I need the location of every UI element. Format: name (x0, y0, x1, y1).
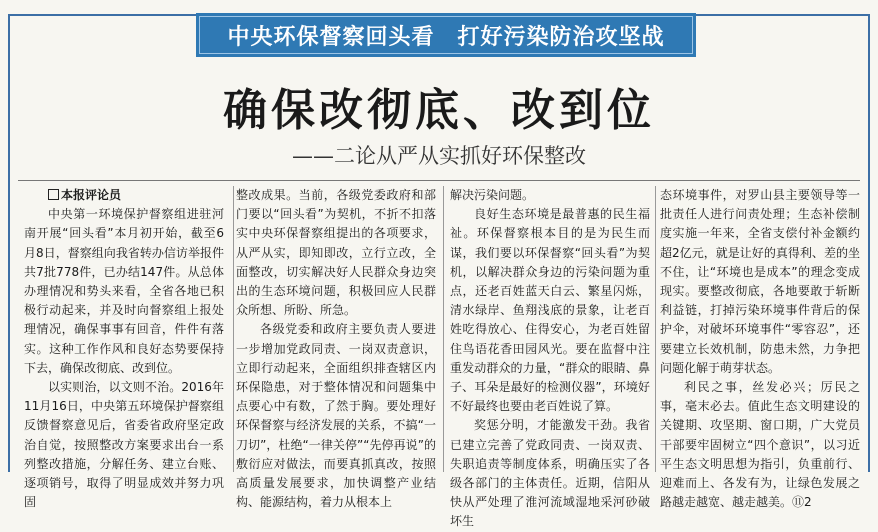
article-column-3 (450, 186, 650, 529)
article-column-1 (24, 186, 224, 510)
paragraph: 态环境事件，对罗山县主要领导等一批责任人进行问责处理；生态补偿制度实施一年来，全省支偿付补金额约超2亿元，就是让好的真得利、差的坐不住，让“环境也是成本”的理念变成现实。要整改彻底，各地要敢于斩断利益链，打掉污染环境事件背后的保护伞，对破坏环境事件“零容忍”，还要建立长效机制，防患未然，力争把问题化解于萌芽状态。 (660, 188, 860, 375)
paragraph: 中央第一环境保护督察组进驻河南开展“回头看”本月初开始，截至6月8日，督察组向我省转办信访举报件共7批778件，已办结147件。从总体办理情况和势头来看，全省各地已积极行动起来，并及时向督察组上报处理情况，确保事事有回音，件件有落实。这种工作作风和良好态势要保持下去，确保改彻底、改到位。 (24, 207, 224, 375)
header-divider (18, 180, 860, 181)
section-banner (196, 13, 696, 57)
column-divider (233, 186, 234, 472)
byline (24, 186, 224, 205)
byline-text: 本报评论员 (61, 188, 122, 202)
paragraph: 利民之事，丝发必兴；厉民之事，毫末必去。值此生态文明建设的关键期、攻坚期、窗口期，广大党员干部要牢固树立“四个意识”，以习近平生态文明思想为指引，负重前行、迎难而上、各发有为，让绿色发展之路越走越宽、越走越美。⑪2 (660, 380, 860, 510)
column-divider (443, 186, 444, 472)
paragraph: 各级党委和政府主要负责人要进一步增加党政同责、一岗双责意识，立即行动起来，全面组织排查辖区内环保隐患，对于整体情况和问题集中点要心中有数，了然于胸。要处理好环保督察与经济发展的关系，不搞“一刀切”，杜绝“一律关停”“先停再说”的敷衍应对做法，而要真抓真改，按照高质量发展要求，加快调整产业结构、能源结构，着力从根本上 (236, 322, 436, 510)
paragraph: 解决污染问题。 (450, 188, 535, 202)
article-headline: 确保改彻底、改到位 (223, 85, 655, 136)
article-subheadline: ——二论从严从实抓好环保整改 (292, 144, 586, 168)
banner-title: 中央环保督察回头看 打好污染防治攻坚战 (227, 24, 665, 50)
paragraph: 良好生态环境是最普惠的民生福祉。环保督察根本目的是为民生而谋，我们要以环保督察“回头看”为契机，以解决群众身边的污染问题为重点，还老百姓蓝天白云、繁星闪烁，清水绿岸、鱼翔浅底的景象，让老百姓吃得放心、住得安心，为老百姓留住鸟语花香田园风光。要在监督中注重发动群众的力量，“群众的眼睛、鼻子、耳朵是最好的检测仪器”，环境好不好最终也要由老百姓说了算。 (450, 207, 650, 414)
column-divider (655, 186, 656, 472)
paragraph: 整改成果。当前，各级党委政府和部门要以“回头看”为契机，不折不扣落实中央环保督察组提出的各项要求，从严从实，即知即改，立行立改，全面整改，切实解决好人民群众身边突出的生态环境问题，积极回应人民群众所想、所盼、所急。 (236, 188, 436, 318)
article-column-4 (660, 186, 860, 510)
paragraph: 以实则治，以文则不治。2016年11月16日，中央第五环境保护督察组反馈督察意见后，省委省政府坚定政治自觉，按照整改方案要求出台一系列整改措施，分解任务、建立台账、逐项销号，取得了明显成效并努力巩固 (24, 380, 224, 510)
paragraph: 奖惩分明，才能激发干劲。我省已建立完善了党政同责、一岗双责、失职追责等制度体系，明确压实了各级各部门的主体责任。近期，信阳从快从严处理了淮河流域湿地采河砂破坏生 (450, 418, 650, 529)
byline-box-icon (48, 189, 59, 200)
article-column-2 (236, 186, 436, 510)
